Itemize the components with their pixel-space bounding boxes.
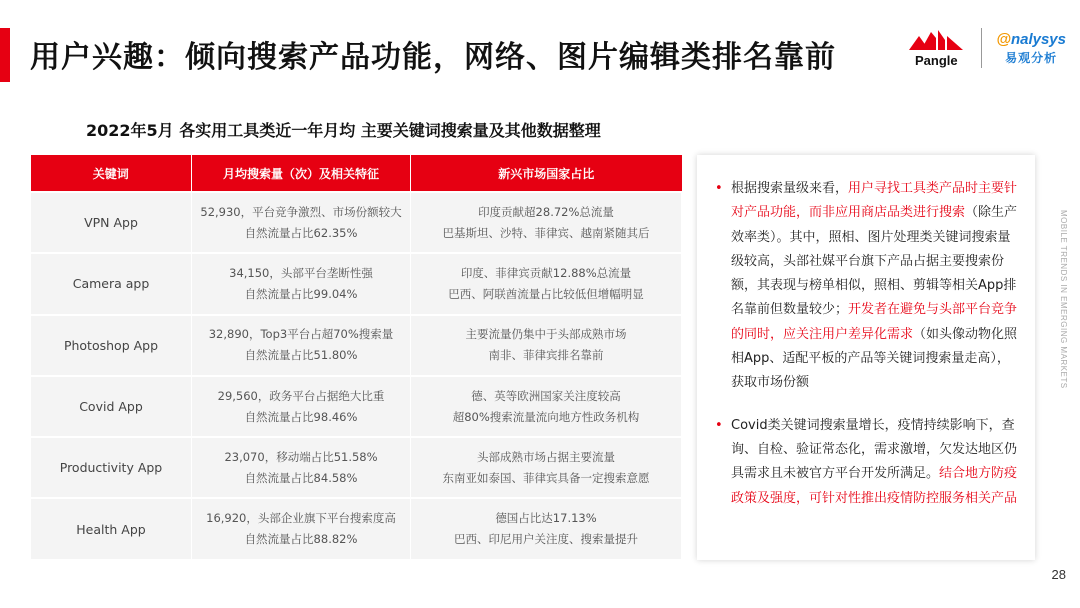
search-cell — [192, 437, 411, 498]
bullet-text: Covid类关键词搜索量增长，疫情持续影响下，查询、自检、验证常态化，需求激增，欠发达地区仍具需求且未被官方平台开发所满足。 — [731, 417, 1018, 482]
search-line: 16,920，头部企业旗下平台搜索度高 — [206, 511, 396, 526]
analysys-logo-en — [996, 31, 1066, 48]
bullet-dot-icon: • — [715, 181, 723, 196]
header-keyword: 关键词 — [31, 155, 192, 192]
search-cell — [192, 315, 411, 376]
header-market-share: 新兴市场国家占比 — [411, 155, 682, 192]
pangle-logo — [903, 28, 969, 68]
analysys-swirl-icon: @ — [996, 30, 1011, 48]
search-line: 29,560，政务平台占据绝大比重 — [217, 388, 385, 403]
keyword-table — [30, 155, 682, 560]
pangle-logo-mark-icon — [905, 28, 967, 52]
market-line: 巴西、阿联酋流量占比较低但增幅明显 — [448, 286, 644, 301]
bullet-dot-icon: • — [715, 417, 723, 433]
market-cell — [411, 315, 682, 376]
market-line: 南非、菲律宾排名靠前 — [488, 348, 604, 363]
title-accent-bar — [0, 28, 10, 82]
bullet-highlight: 结合地方防疫政策及强度，可针对性推出疫情防控服务相关产品 — [731, 466, 1018, 506]
insight-bullet-1 — [711, 177, 1019, 396]
search-line: 23,070，移动端占比51.58% — [224, 449, 378, 464]
market-line: 东南亚如泰国、菲律宾具备一定搜索意愿 — [442, 470, 650, 485]
market-line: 头部成熟市场占据主要流量 — [477, 449, 615, 464]
search-cell — [192, 253, 411, 314]
pangle-logo-text: Pangle — [915, 53, 958, 68]
table-row — [31, 376, 682, 437]
search-line: 自然流量占比62.35% — [244, 225, 358, 240]
search-line: 自然流量占比88.82% — [244, 532, 358, 547]
market-cell — [411, 437, 682, 498]
side-vertical-label: MOBILE TRENDS IN EMERGING MARKETS — [1059, 210, 1068, 389]
table-title: 2022年5月 各实用工具类近一年月均 主要关键词搜索量及其他数据整理 — [86, 121, 601, 140]
table-row — [31, 253, 682, 314]
search-line: 自然流量占比99.04% — [244, 286, 358, 301]
search-line: 32,890，Top3平台占超70%搜索量 — [208, 327, 394, 342]
keyword-cell: Camera app — [31, 253, 192, 314]
market-line: 德、英等欧洲国家关注度较高 — [471, 388, 621, 403]
header-logos — [903, 28, 1066, 68]
market-line: 德国占比达17.13% — [495, 511, 597, 526]
table-row — [31, 498, 682, 559]
table-row — [31, 192, 682, 253]
insight-bullet-2 — [711, 414, 1019, 511]
page-number: 28 — [1051, 567, 1066, 582]
analysys-logo — [996, 31, 1066, 66]
logo-divider — [981, 28, 982, 68]
search-cell — [192, 376, 411, 437]
analysys-logo-en-text: nalysys — [1010, 30, 1066, 48]
table-row — [31, 315, 682, 376]
keyword-cell: VPN App — [31, 192, 192, 253]
market-line: 超80%搜索流量流向地方性政务机构 — [452, 409, 640, 424]
market-cell — [411, 376, 682, 437]
market-line: 主要流量仍集中于头部成熟市场 — [465, 327, 627, 342]
market-line: 巴基斯坦、沙特、菲律宾、越南紧随其后 — [442, 225, 650, 240]
analysys-logo-cn: 易观分析 — [1005, 50, 1058, 65]
table-header-row — [31, 155, 682, 192]
bullet-text: 根据搜索量级来看， — [731, 181, 849, 196]
keyword-cell: Health App — [31, 498, 192, 559]
page-title: 用户兴趣：倾向搜索产品功能，网络、图片编辑类排名靠前 — [30, 40, 836, 75]
bullet-highlight: 用户寻找工具类产品时主要针对产品功能，而非应用商店品类进行搜索 — [731, 181, 1018, 221]
search-line: 34,150，头部平台垄断性强 — [229, 265, 373, 280]
search-line: 自然流量占比51.80% — [244, 348, 358, 363]
keyword-cell: Covid App — [31, 376, 192, 437]
keyword-cell: Productivity App — [31, 437, 192, 498]
bullet-text: （除生产效率类）。其中，照相、图片处理类关键词搜索量级较高，头部社媒平台旗下产品占据主要搜索份额，其表现与榜单相似，照相、剪辑等相关App排名靠前但数量较少； — [731, 205, 1018, 318]
market-cell — [411, 192, 682, 253]
bullet-highlight: 开发者在避免与头部平台竞争的同时，应关注用户差异化需求 — [731, 302, 1018, 342]
insight-panel — [697, 155, 1035, 560]
market-line: 印度贡献超28.72%总流量 — [478, 204, 614, 219]
search-cell — [192, 192, 411, 253]
search-line: 52,930，平台竞争激烈、市场份额较大 — [200, 204, 402, 219]
market-cell — [411, 498, 682, 559]
market-line: 巴西、印尼用户关注度、搜索量提升 — [454, 532, 638, 547]
bullet-text: （如头像动物化照相App、适配平板的产品等关键词搜索量走高），获取市场份额 — [731, 326, 1018, 391]
market-cell — [411, 253, 682, 314]
keyword-cell: Photoshop App — [31, 315, 192, 376]
search-line: 自然流量占比98.46% — [244, 409, 358, 424]
market-line: 印度、菲律宾贡献12.88%总流量 — [460, 265, 632, 280]
table-row — [31, 437, 682, 498]
search-cell — [192, 498, 411, 559]
search-line: 自然流量占比84.58% — [244, 470, 358, 485]
header-search-volume: 月均搜索量（次）及相关特征 — [192, 155, 411, 192]
